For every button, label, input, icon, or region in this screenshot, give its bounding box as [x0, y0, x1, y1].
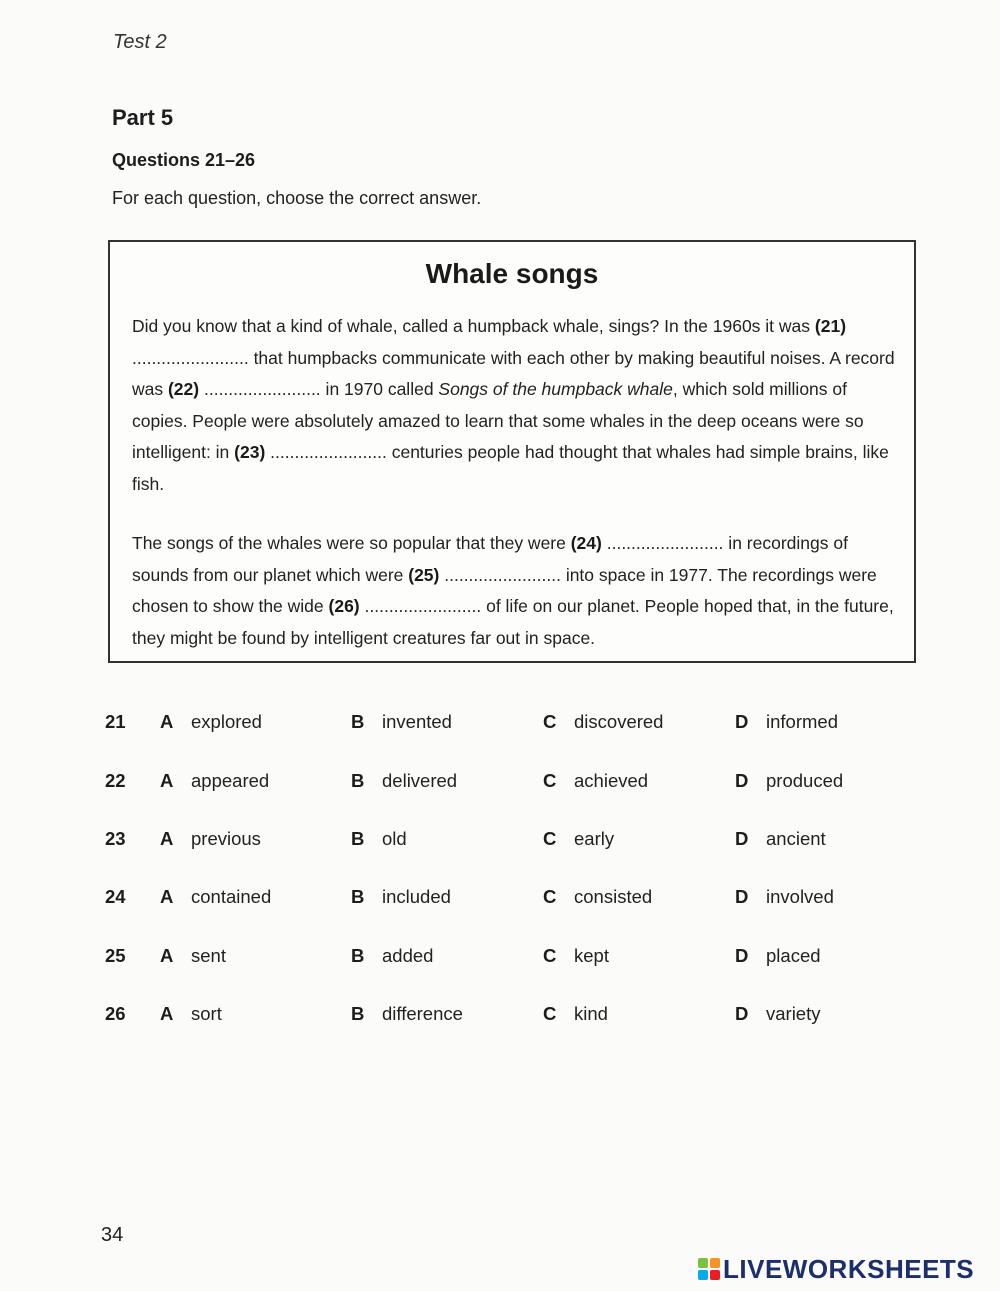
passage-text: of life on our planet. People hoped that, in the future, they might be found by intelligent creatures far out in space.	[132, 596, 894, 648]
gap-number-26: (26)	[328, 596, 360, 616]
option-letter-c: C	[543, 828, 557, 849]
option-letter-b: B	[351, 828, 365, 849]
option-a[interactable]: explored	[191, 711, 262, 732]
option-letter-c: C	[543, 711, 557, 732]
option-letter-b: B	[351, 886, 365, 907]
option-letter-b: B	[351, 711, 365, 732]
brand-name: LIVEWORKSHEETS	[723, 1254, 975, 1284]
question-row-22	[0, 770, 1000, 800]
option-letter-d: D	[735, 828, 749, 849]
option-letter-d: D	[735, 770, 749, 791]
option-b[interactable]: included	[382, 886, 451, 907]
option-letter-a: A	[160, 945, 174, 966]
option-b[interactable]: delivered	[382, 770, 458, 791]
option-letter-a: A	[160, 828, 174, 849]
part-title: Part 5	[112, 105, 174, 130]
option-c[interactable]: discovered	[574, 711, 664, 732]
option-a[interactable]: previous	[191, 828, 261, 849]
gap-number-23: (23)	[234, 442, 266, 462]
gap-25-blank[interactable]: ........................	[444, 564, 561, 585]
passage-text: , which sold millions of copies. People were absolutely amazed to learn that some whales in the deep oceans were so intelligent: in	[132, 379, 864, 462]
passage-text: centuries people had thought that whales had simple brains, like fish.	[132, 442, 889, 494]
option-c[interactable]: kind	[574, 1003, 608, 1024]
passage-text: into space in 1977. The recordings were chosen to show the wide	[132, 564, 877, 616]
passage-text: Did you know that a kind of whale, called a humpback whale, sings? In the 1960s it was	[132, 316, 815, 336]
gap-21-blank[interactable]: ........................	[132, 347, 249, 368]
option-letter-a: A	[160, 711, 174, 732]
passage-text: The songs of the whales were so popular that they were	[132, 533, 571, 553]
question-row-24	[0, 886, 1000, 916]
instruction-text: For each question, choose the correct answer.	[112, 188, 482, 208]
option-letter-c: C	[543, 945, 557, 966]
option-b[interactable]: invented	[382, 711, 452, 732]
option-letter-b: B	[351, 1003, 365, 1024]
option-b[interactable]: added	[382, 945, 434, 966]
option-letter-c: C	[543, 1003, 557, 1024]
option-c[interactable]: consisted	[574, 886, 653, 907]
question-row-23	[0, 828, 1000, 858]
gap-22-blank[interactable]: ........................	[203, 379, 321, 399]
option-a[interactable]: sort	[191, 1003, 222, 1024]
question-number: 24	[105, 886, 126, 907]
option-a[interactable]: contained	[191, 886, 272, 907]
option-d[interactable]: placed	[766, 945, 821, 966]
option-b[interactable]: difference	[382, 1003, 463, 1024]
question-number: 21	[105, 711, 126, 732]
option-a[interactable]: sent	[191, 945, 226, 966]
option-b[interactable]: old	[382, 828, 407, 849]
option-letter-d: D	[735, 711, 749, 732]
question-row-26	[0, 1003, 1000, 1033]
question-number: 26	[105, 1003, 126, 1024]
gap-number-22: (22)	[167, 379, 200, 399]
gap-number-21: (21)	[814, 316, 847, 336]
option-letter-a: A	[160, 770, 174, 791]
option-d[interactable]: involved	[766, 886, 834, 907]
passage-text: that humpbacks communicate with each other by making beautiful noises. A record was	[132, 347, 895, 399]
question-number: 22	[105, 770, 126, 791]
option-d[interactable]: produced	[766, 770, 844, 791]
option-letter-a: A	[160, 886, 174, 907]
option-letter-d: D	[735, 945, 749, 966]
gap-23-blank[interactable]: ........................	[270, 442, 387, 462]
gap-24-blank[interactable]: ........................	[606, 533, 724, 553]
option-c[interactable]: kept	[574, 945, 609, 966]
option-letter-d: D	[735, 886, 749, 907]
questions-title: Questions 21–26	[112, 150, 256, 170]
passage-title: Whale songs	[425, 258, 599, 289]
gap-number-25: (25)	[408, 564, 440, 585]
passage-text: in 1970 called	[320, 379, 439, 399]
question-row-21	[0, 711, 1000, 741]
option-letter-a: A	[160, 1003, 174, 1024]
test-label: Test 2	[113, 31, 167, 53]
option-letter-b: B	[351, 770, 365, 791]
option-d[interactable]: ancient	[766, 828, 826, 849]
option-c[interactable]: early	[574, 828, 615, 849]
option-d[interactable]: informed	[766, 711, 838, 732]
passage-text: in recordings of sounds from our planet which were	[132, 533, 848, 585]
passage-box	[108, 240, 916, 663]
record-title: Songs of the humpback whale	[438, 379, 673, 399]
option-c[interactable]: achieved	[574, 770, 649, 791]
option-letter-c: C	[543, 886, 557, 907]
passage-paragraph-1	[132, 311, 902, 500]
gap-number-24: (24)	[570, 533, 602, 553]
liveworksheets-logo-icon	[698, 1258, 720, 1280]
option-letter-b: B	[351, 945, 365, 966]
page-number: 34	[101, 1224, 124, 1246]
question-row-25	[0, 945, 1000, 975]
question-number: 23	[105, 828, 126, 849]
option-d[interactable]: variety	[766, 1003, 821, 1024]
gap-26-blank[interactable]: ........................	[364, 596, 482, 616]
option-letter-c: C	[543, 770, 557, 791]
option-a[interactable]: appeared	[191, 770, 270, 791]
question-number: 25	[105, 945, 126, 966]
passage-paragraph-2	[132, 528, 902, 654]
option-letter-d: D	[735, 1003, 749, 1024]
